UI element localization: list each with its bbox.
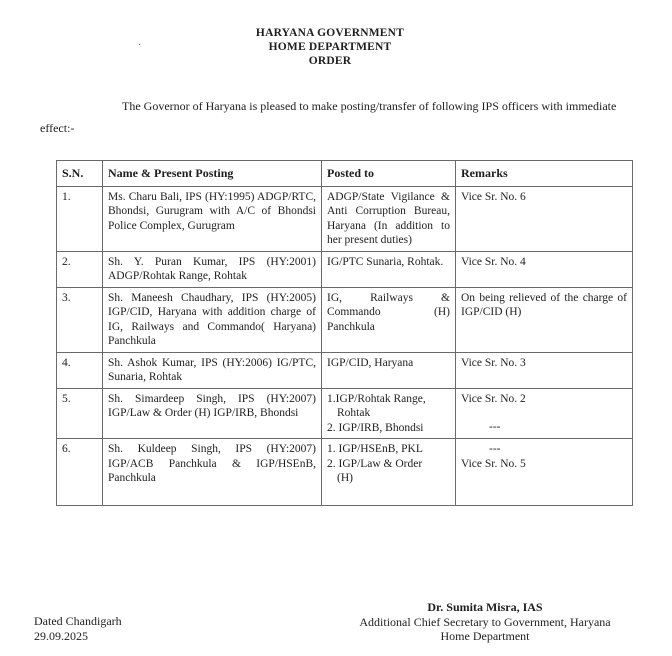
dated-block [34,614,122,644]
header-order: ORDER [308,55,352,67]
table-row [57,251,633,287]
cell-remarks: On being relieved of the charge of IGP/CID (H) [456,287,633,352]
intro-paragraph [40,95,638,139]
cell-name: Sh. Maneesh Chaudhary, IPS (HY:2005) IGP/CID, Haryana with addition charge of IG, Railways and Commando( Haryana) Panchkula [103,287,322,352]
signatory-designation: Additional Chief Secretary to Government, Haryana [359,614,611,629]
cell-name: Ms. Charu Bali, IPS (HY:1995) ADGP/RTC, Bhondsi, Gurugram with A/C of Bhondsi Police Complex, Gurugram [103,186,322,251]
signatory-department: Home Department [440,629,530,643]
posted-to-item: 2. IGP/Law & Order [327,457,423,470]
cell-sn: 2. [57,251,103,287]
cell-name: Sh. Simardeep Singh, IPS (HY:2007) IGP/Law & Order (H) IGP/IRB, Bhondsi [103,388,322,439]
cell-sn: 4. [57,352,103,388]
header-sn: S.N. [57,161,103,187]
table-row [57,352,633,388]
signatory-name: Dr. Sumita Misra, IAS [427,600,543,614]
posted-to-item: 1.IGP/Rohtak Range, [327,392,426,405]
remarks-item: Vice Sr. No. 5 [461,457,526,470]
cell-posted-to [322,388,456,439]
remarks-item: --- [489,443,501,455]
posted-to-item-cont: Rohtak [337,407,371,419]
posting-table [56,160,633,506]
order-header [0,26,660,68]
table-row [57,388,633,439]
posted-to-item-cont: (H) [337,472,353,484]
header-name: Name & Present Posting [103,161,322,187]
header-government: HARYANA GOVERNMENT [255,27,405,39]
cell-name: Sh. Y. Puran Kumar, IPS (HY:2001) ADGP/Rohtak Range, Rohtak [103,251,322,287]
cell-posted-to: IG, Railways & Commando (H) Panchkula [322,287,456,352]
posted-to-item: 1. IGP/HSEnB, PKL [327,443,423,455]
stray-dot-mark: · [138,40,142,51]
cell-sn: 3. [57,287,103,352]
cell-posted-to: ADGP/State Vigilance & Anti Corruption Bureau, Haryana (In addition to her present duties) [322,186,456,251]
cell-remarks [456,388,633,439]
table-row [57,287,633,352]
cell-posted-to: IG/PTC Sunaria, Rohtak. [322,251,456,287]
cell-posted-to [322,439,456,506]
cell-remarks: Vice Sr. No. 6 [456,186,633,251]
cell-posted-to: IGP/CID, Haryana [322,352,456,388]
remarks-item: Vice Sr. No. 2 [461,392,526,405]
signature-block [300,600,670,644]
header-department: HOME DEPARTMENT [268,41,392,53]
table-row [57,439,633,506]
cell-remarks: Vice Sr. No. 4 [456,251,633,287]
cell-sn: 1. [57,186,103,251]
cell-name: Sh. Kuldeep Singh, IPS (HY:2007) IGP/ACB Panchkula & IGP/HSEnB, Panchkula [103,439,322,506]
header-remarks: Remarks [456,161,633,187]
cell-remarks: Vice Sr. No. 3 [456,352,633,388]
intro-text: The Governor of Haryana is pleased to make posting/transfer of following IPS officers with immediate effect:- [40,99,617,135]
remarks-item: --- [489,421,501,433]
cell-name: Sh. Ashok Kumar, IPS (HY:2006) IG/PTC, Sunaria, Rohtak [103,352,322,388]
cell-remarks [456,439,633,506]
header-posted-to: Posted to [322,161,456,187]
table-row [57,186,633,251]
posted-to-item: 2. IGP/IRB, Bhondsi [327,421,424,434]
dated-place: Dated Chandigarh [34,614,122,628]
table-header-row [57,161,633,187]
dated-date: 29.09.2025 [34,629,88,643]
cell-sn: 6. [57,439,103,506]
cell-sn: 5. [57,388,103,439]
